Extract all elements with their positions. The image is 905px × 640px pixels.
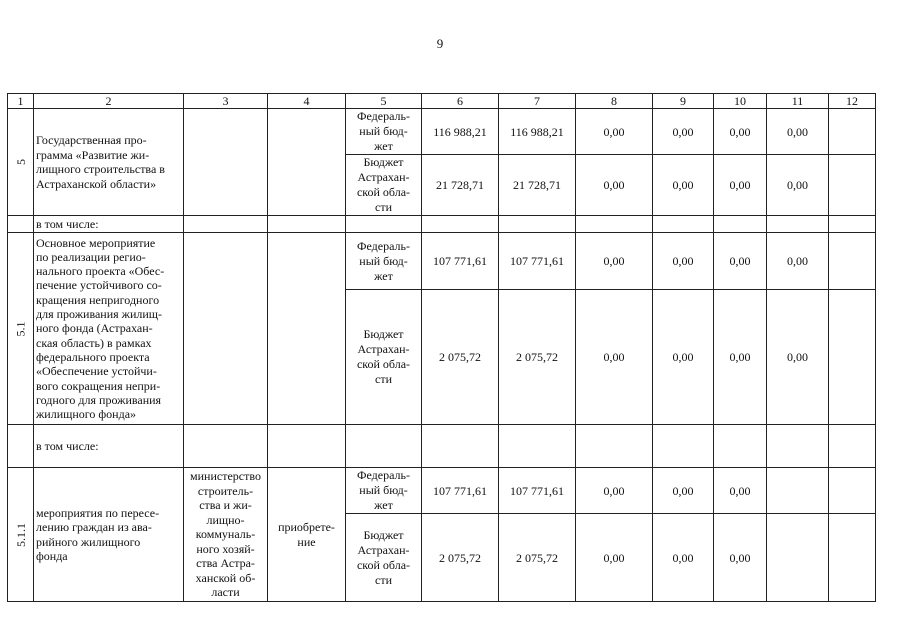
value-cell (829, 109, 876, 155)
value-cell (767, 468, 829, 514)
value-cell: 0,00 (714, 109, 767, 155)
empty-cell (268, 216, 346, 233)
empty-cell (8, 425, 34, 468)
col-header: 7 (499, 94, 576, 109)
value-cell: 2 075,72 (499, 514, 576, 602)
value-cell: 0,00 (653, 290, 714, 425)
empty-cell (653, 425, 714, 468)
empty-cell (829, 216, 876, 233)
col-header: 1 (8, 94, 34, 109)
value-cell: 0,00 (714, 233, 767, 290)
empty-cell (499, 216, 576, 233)
col-header: 3 (184, 94, 268, 109)
empty-cell (576, 216, 653, 233)
table-row (8, 425, 876, 468)
empty-cell (346, 216, 422, 233)
executor-cell (184, 109, 268, 216)
value-cell: 0,00 (576, 468, 653, 514)
value-cell: 0,00 (767, 109, 829, 155)
value-cell: 0,00 (653, 109, 714, 155)
funding-source: Бюджет Астрахан- ской обла- сти (346, 514, 422, 602)
table-row (8, 233, 876, 290)
col-header: 6 (422, 94, 499, 109)
value-cell: 0,00 (576, 290, 653, 425)
value-cell: 0,00 (714, 468, 767, 514)
value-cell (829, 290, 876, 425)
empty-cell (422, 425, 499, 468)
value-cell: 107 771,61 (422, 233, 499, 290)
including-label: в том числе: (34, 216, 184, 233)
value-cell: 107 771,61 (499, 233, 576, 290)
empty-cell (184, 216, 268, 233)
value-cell: 0,00 (576, 109, 653, 155)
empty-cell (829, 425, 876, 468)
value-cell: 2 075,72 (499, 290, 576, 425)
empty-cell (767, 216, 829, 233)
value-cell: 0,00 (653, 514, 714, 602)
value-cell: 0,00 (576, 233, 653, 290)
program-name: мероприятия по пересе- лению граждан из ава- рийного жилищного фонда (34, 468, 184, 602)
value-cell: 107 771,61 (499, 468, 576, 514)
value-cell: 107 771,61 (422, 468, 499, 514)
empty-cell (346, 425, 422, 468)
empty-cell (499, 425, 576, 468)
direction-cell (268, 233, 346, 425)
value-cell: 0,00 (714, 290, 767, 425)
value-cell: 21 728,71 (422, 155, 499, 216)
including-label: в том числе: (34, 425, 184, 468)
col-header: 10 (714, 94, 767, 109)
funding-source: Федераль- ный бюд- жет (346, 233, 422, 290)
value-cell: 0,00 (576, 514, 653, 602)
value-cell: 0,00 (653, 468, 714, 514)
value-cell (829, 468, 876, 514)
direction-cell (268, 109, 346, 216)
table-row (8, 216, 876, 233)
funding-source: Бюджет Астрахан- ской обла- сти (346, 290, 422, 425)
empty-cell (268, 425, 346, 468)
page-number: 9 (436, 36, 444, 51)
empty-cell (653, 216, 714, 233)
value-cell: 0,00 (653, 233, 714, 290)
empty-cell (184, 425, 268, 468)
funding-source: Федераль- ный бюд- жет (346, 468, 422, 514)
row-code: 5.1.1 (8, 468, 34, 602)
direction-name: приобрете- ние (268, 468, 346, 602)
empty-cell (767, 425, 829, 468)
value-cell (767, 514, 829, 602)
value-cell (829, 514, 876, 602)
value-cell: 0,00 (714, 155, 767, 216)
value-cell: 0,00 (576, 155, 653, 216)
table-row (8, 468, 876, 514)
row-code: 5 (8, 109, 34, 216)
value-cell (829, 155, 876, 216)
empty-cell (8, 216, 34, 233)
value-cell: 0,00 (767, 290, 829, 425)
budget-table (7, 93, 876, 602)
empty-cell (714, 425, 767, 468)
program-name: Государственная про- грамма «Развитие жи- лищного строительства в Астраханской области» (34, 109, 184, 216)
row-code: 5.1 (8, 233, 34, 425)
value-cell: 2 075,72 (422, 290, 499, 425)
value-cell: 0,00 (653, 155, 714, 216)
col-header: 8 (576, 94, 653, 109)
col-header: 4 (268, 94, 346, 109)
program-name: Основное мероприятие по реализации регио- нального проекта «Обес- печение устойчивого со- кращения непригодного для проживания жилищ- ного фонда (Астрахан- ская область) в рамках федерального проекта «Обеспечение устойчи- вого сокращения непри- годного для проживания жилищного фонда» (34, 233, 184, 425)
empty-cell (714, 216, 767, 233)
col-header: 2 (34, 94, 184, 109)
funding-source: Федераль- ный бюд- жет (346, 109, 422, 155)
executor-name: министерство строитель- ства и жи- лищно- коммуналь- ного хозяй- ства Астра- ханской об- ласти (184, 468, 268, 602)
value-cell: 116 988,21 (422, 109, 499, 155)
col-header: 11 (767, 94, 829, 109)
value-cell: 0,00 (767, 155, 829, 216)
empty-cell (576, 425, 653, 468)
column-header-row (8, 94, 876, 109)
value-cell: 21 728,71 (499, 155, 576, 216)
empty-cell (422, 216, 499, 233)
col-header: 9 (653, 94, 714, 109)
col-header: 5 (346, 94, 422, 109)
executor-cell (184, 233, 268, 425)
funding-source: Бюджет Астрахан- ской обла- сти (346, 155, 422, 216)
table-row (8, 109, 876, 155)
value-cell: 2 075,72 (422, 514, 499, 602)
value-cell (829, 233, 876, 290)
value-cell: 0,00 (767, 233, 829, 290)
value-cell: 0,00 (714, 514, 767, 602)
value-cell: 116 988,21 (499, 109, 576, 155)
col-header: 12 (829, 94, 876, 109)
